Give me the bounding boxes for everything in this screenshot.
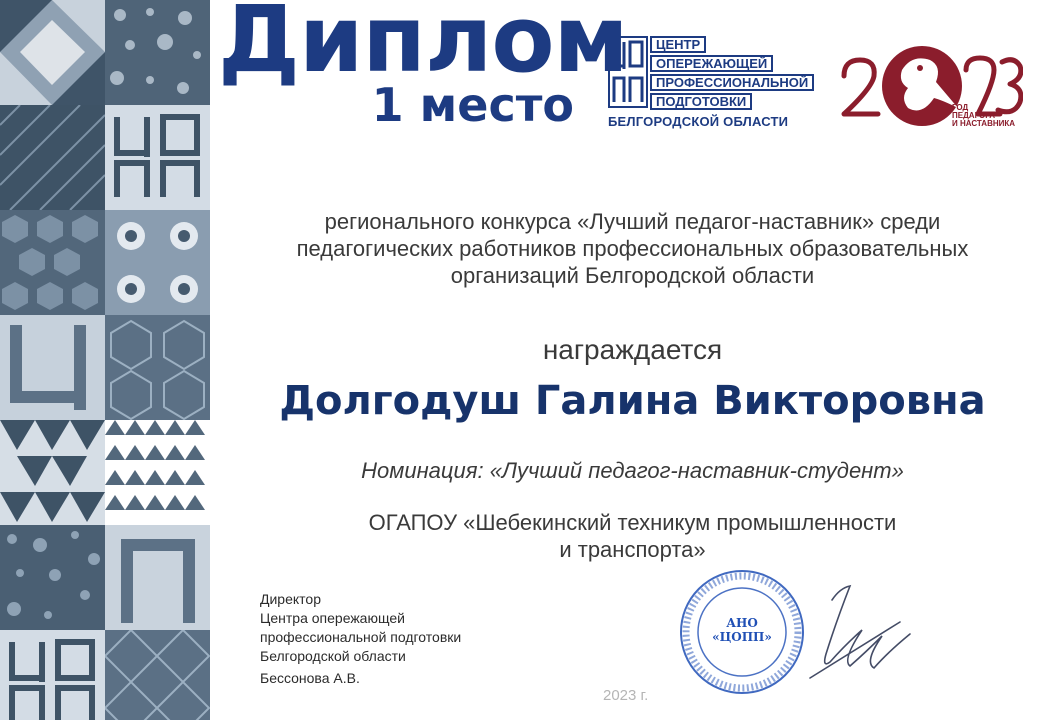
copp-logo-line-1: ЦЕНТР [650,36,706,53]
copp-letters-tile [0,630,105,720]
issue-date: 2023 г. [603,687,649,704]
organization-line: ОГАПОУ «Шебекинский техникум промышленности [368,510,897,535]
signatory-line: Белгородской области [260,648,406,664]
signatory-name: Бессонова А.В. [260,670,360,686]
pattern-tile [0,105,105,210]
contest-line: регионального конкурса «Лучший педагог-наставник» среди [324,209,941,234]
contest-description [250,208,1015,289]
organization-line: и транспорта» [559,537,706,562]
stamp-line-2: «ЦОПП» [712,630,772,644]
awarded-label: награждается [542,334,723,365]
pattern-tile [105,210,210,315]
place-label: 1 место [371,78,574,132]
decorative-pattern-strip [0,0,210,720]
copp-logo-line-2: ОПЕРЕЖАЮЩЕЙ [650,55,773,72]
copp-mark-icon [608,36,648,108]
nomination-text: Номинация: «Лучший педагог-наставник-студент» [361,458,904,483]
pattern-tile [105,315,210,420]
contest-line: организаций Белгородской области [450,263,815,288]
pattern-tile [0,420,105,525]
year-caption-line: ПЕДАГОГА [952,111,996,120]
signatory-line: Директор [260,591,321,607]
pattern-tile [0,210,105,315]
copp-logo [608,36,823,132]
winner-name: Долгодуш Галина Викторовна [279,378,986,424]
copp-logo-line-3: ПРОФЕССИОНАЛЬНОЙ [650,74,814,91]
copp-logo-line-4: ПОДГОТОВКИ [650,93,752,110]
year-caption-line: ГОД [952,103,969,112]
copp-logo-region: БЕЛГОРОДСКОЙ ОБЛАСТИ [608,114,789,129]
stamp-line-1: АНО [726,616,758,630]
signatory-line: профессиональной подготовки [260,629,462,645]
pattern-tile [105,420,210,525]
year-caption-line: И НАСТАВНИКА [952,119,1016,128]
pattern-tile [105,630,210,720]
letter-p-tile [105,525,210,630]
pattern-tile [0,0,105,105]
copp-letters-tile [105,105,210,210]
year-logo-caption [952,104,1022,128]
pattern-tile [0,525,105,630]
signatory-block [260,590,461,688]
letter-ts-tile [0,315,105,420]
diploma-title: Диплом [218,0,628,93]
contest-line: педагогических работников профессиональных образовательных [296,236,969,261]
signature-scribble-icon [770,582,920,692]
organization-name [250,509,1015,563]
signatory-line: Центра опережающей [260,610,405,626]
pattern-tile [105,0,210,105]
